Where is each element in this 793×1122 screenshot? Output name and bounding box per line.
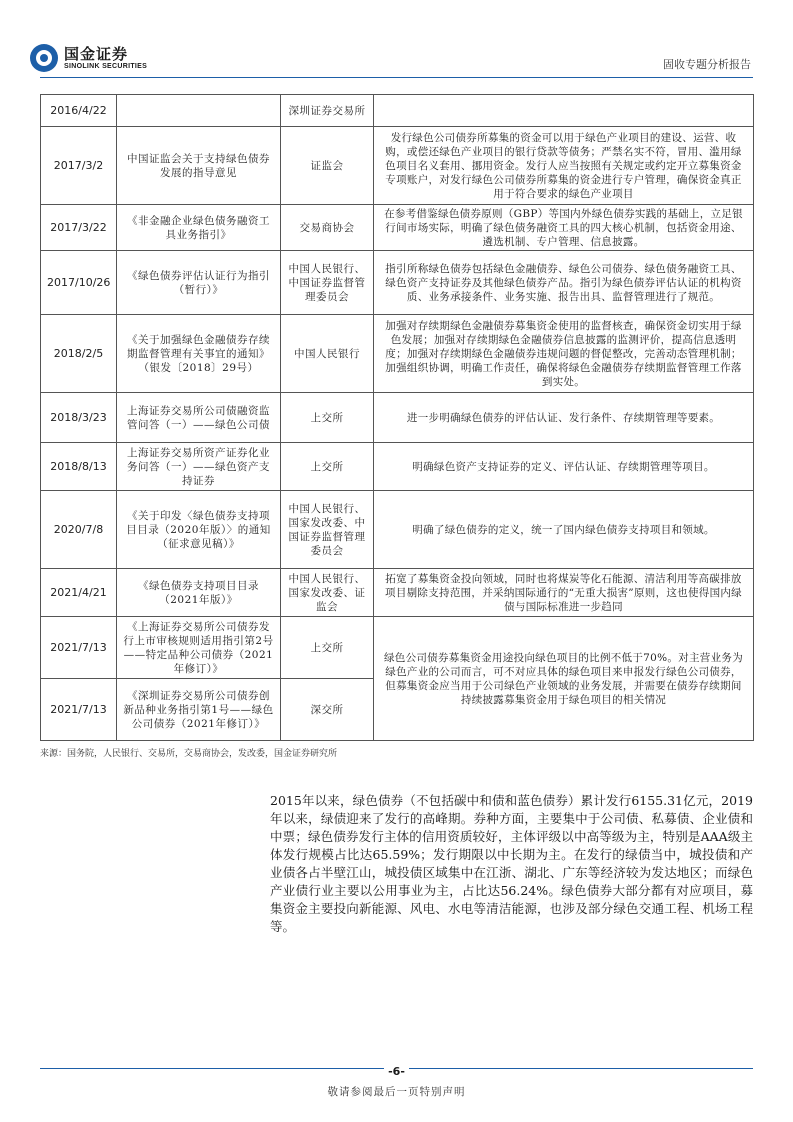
table-row xyxy=(41,315,754,393)
logo-cn: 国金证券 xyxy=(64,44,129,63)
row-title: 上海证券交易所公司债融资监管问答（一）——绿色公司债 xyxy=(117,393,281,443)
logo-en: SINOLINK SECURITIES xyxy=(64,62,148,70)
row-title: 《深圳证券交易所公司债券创新品种业务指引第1号——绿色公司债券（2021年修订）》 xyxy=(117,679,281,741)
row-content: 在参考借鉴绿色债券原则（GBP）等国内外绿色债券实践的基础上，立足银行间市场实际，明确了绿色债务融资工具的四大核心机制，包括资金用途、遴选机制、专户管理、信息披露。 xyxy=(374,205,754,251)
row-title xyxy=(117,95,281,127)
row-issuer: 中国人民银行、国家发改委、证监会 xyxy=(281,569,374,617)
row-issuer: 中国人民银行、中国证券监督管理委员会 xyxy=(281,251,374,315)
row-date: 2016/4/22 xyxy=(41,95,117,127)
row-issuer: 中国人民银行、国家发改委、中国证券监督管理委员会 xyxy=(281,491,374,569)
row-title: 《绿色债券支持项目目录（2021年版）》 xyxy=(117,569,281,617)
table-row xyxy=(41,491,754,569)
page-header xyxy=(0,0,793,80)
row-date: 2021/7/13 xyxy=(41,679,117,741)
table-row xyxy=(41,205,754,251)
row-date: 2020/7/8 xyxy=(41,491,117,569)
report-type: 固收专题分析报告 xyxy=(663,58,751,71)
row-content: 加强对存续期绿色金融债券募集资金使用的监督核查，确保资金切实用于绿色发展；加强对存续期绿色金融债券信息披露的监测评价，提高信息透明度；加强对存续期绿色金融债券违规问题的督促整改，完善动态管理机制；加强组织协调，明确工作责任，确保将绿色金融债券存续期监督管理工作落到实处。 xyxy=(374,315,754,393)
row-title: 中国证监会关于支持绿色债券发展的指导意见 xyxy=(117,127,281,205)
row-date: 2021/4/21 xyxy=(41,569,117,617)
row-date: 2017/3/22 xyxy=(41,205,117,251)
logo-mark-icon xyxy=(30,44,58,72)
table-row xyxy=(41,127,754,205)
table-row xyxy=(41,95,754,127)
row-issuer: 中国人民银行 xyxy=(281,315,374,393)
row-issuer: 证监会 xyxy=(281,127,374,205)
row-date: 2018/8/13 xyxy=(41,443,117,491)
header-divider xyxy=(40,77,753,78)
row-content: 拓宽了募集资金投向领域，同时也将煤炭等化石能源、清洁利用等高碳排放项目剔除支持范围，并采纳国际通行的“无重大损害”原则，这也使得国内绿债与国际标准进一步趋同 xyxy=(374,569,754,617)
row-title: 《绿色债券评估认证行为指引（暂行）》 xyxy=(117,251,281,315)
row-issuer: 上交所 xyxy=(281,393,374,443)
body-paragraph: 2015年以来，绿色债券（不包括碳中和债和蓝色债券）累计发行6155.31亿元，2019年以来，绿债迎来了发行的高峰期。券种方面，主要集中于公司债、私募债、企业债和中票；绿色债券发行主体的信用资质较好，主体评级以中高等级为主，特别是AAA级主体发行规模占比达65.59%；发行期限以中长期为主。在发行的绿债当中，城投债和产业债各占半壁江山，城投债区域集中在江浙、湖北、广东等经济较为发达地区；而绿色产业债行业主要以公用事业为主，占比达56.24%。绿色债券大部分都有对应项目，募集资金主要投向新能源、风电、水电等清洁能源，也涉及部分绿色交通工程、机场工程等。 xyxy=(270,793,753,934)
row-content: 发行绿色公司债券所募集的资金可以用于绿色产业项目的建设、运营、收购，或偿还绿色产业项目的银行贷款等债务；严禁名实不符，冒用、滥用绿色项目名义套用、挪用资金。发行人应当按照有关规定或约定开立募集资金专项账户，对发行绿色公司债券所募集的资金进行专户管理，确保资金真正用于符合要求的绿色产业项目 xyxy=(374,127,754,205)
row-content: 绿色公司债券募集资金用途投向绿色项目的比例不低于70%。对主营业务为绿色产业的公司而言，可不对应具体的绿色项目来申报发行绿色公司债券，但募集资金应当用于公司绿色产业领域的业务发展，并需要在债券存续期间持续披露募集资金用于绿色项目的相关情况 xyxy=(374,617,754,741)
table-source: 来源：国务院，人民银行、交易所，交易商协会，发改委，国金证券研究所 xyxy=(40,749,338,759)
footer-disclaimer: 敬请参阅最后一页特别声明 xyxy=(327,1086,466,1098)
row-content: 指引所称绿色债券包括绿色金融债券、绿色公司债券、绿色债务融资工具、绿色资产支持证券及其他绿色债券产品。指引为绿色债券评估认证的机构资质、业务承接条件、业务实施、报告出具、监督管理进行了规范。 xyxy=(374,251,754,315)
row-content: 明确了绿色债券的定义，统一了国内绿色债券支持项目和领域。 xyxy=(374,491,754,569)
row-content: 明确绿色资产支持证券的定义、评估认证、存续期管理等项目。 xyxy=(374,443,754,491)
row-title: 上海证券交易所资产证券化业务问答（一）——绿色资产支持证券 xyxy=(117,443,281,491)
row-issuer: 上交所 xyxy=(281,617,374,679)
row-title: 《关于加强绿色金融债券存续期监督管理有关事宜的通知》（银发〔2018〕29号） xyxy=(117,315,281,393)
table-row xyxy=(41,443,754,491)
row-date: 2017/10/26 xyxy=(41,251,117,315)
row-title: 《上海证券交易所公司债券发行上市审核规则适用指引第2号——特定品种公司债券（2021年修订）》 xyxy=(117,617,281,679)
table-row xyxy=(41,569,754,617)
row-title: 《非金融企业绿色债务融资工具业务指引》 xyxy=(117,205,281,251)
row-content: 进一步明确绿色债券的评估认证、发行条件、存续期管理等要素。 xyxy=(374,393,754,443)
row-content xyxy=(374,95,754,127)
table-row xyxy=(41,251,754,315)
row-date: 2018/2/5 xyxy=(41,315,117,393)
row-date: 2018/3/23 xyxy=(41,393,117,443)
page-number-text: -6- xyxy=(384,1065,409,1078)
row-date: 2017/3/2 xyxy=(41,127,117,205)
row-date: 2021/7/13 xyxy=(41,617,117,679)
page-number xyxy=(0,1065,793,1078)
regulation-table xyxy=(40,94,754,741)
row-issuer: 上交所 xyxy=(281,443,374,491)
row-issuer: 交易商协会 xyxy=(281,205,374,251)
table-row xyxy=(41,617,754,679)
row-issuer: 深圳证券交易所 xyxy=(281,95,374,127)
table-row xyxy=(41,393,754,443)
row-issuer: 深交所 xyxy=(281,679,374,741)
row-title: 《关于印发〈绿色债券支持项目目录（2020年版）〉的通知（征求意见稿）》 xyxy=(117,491,281,569)
sinolink-logo xyxy=(30,44,147,72)
